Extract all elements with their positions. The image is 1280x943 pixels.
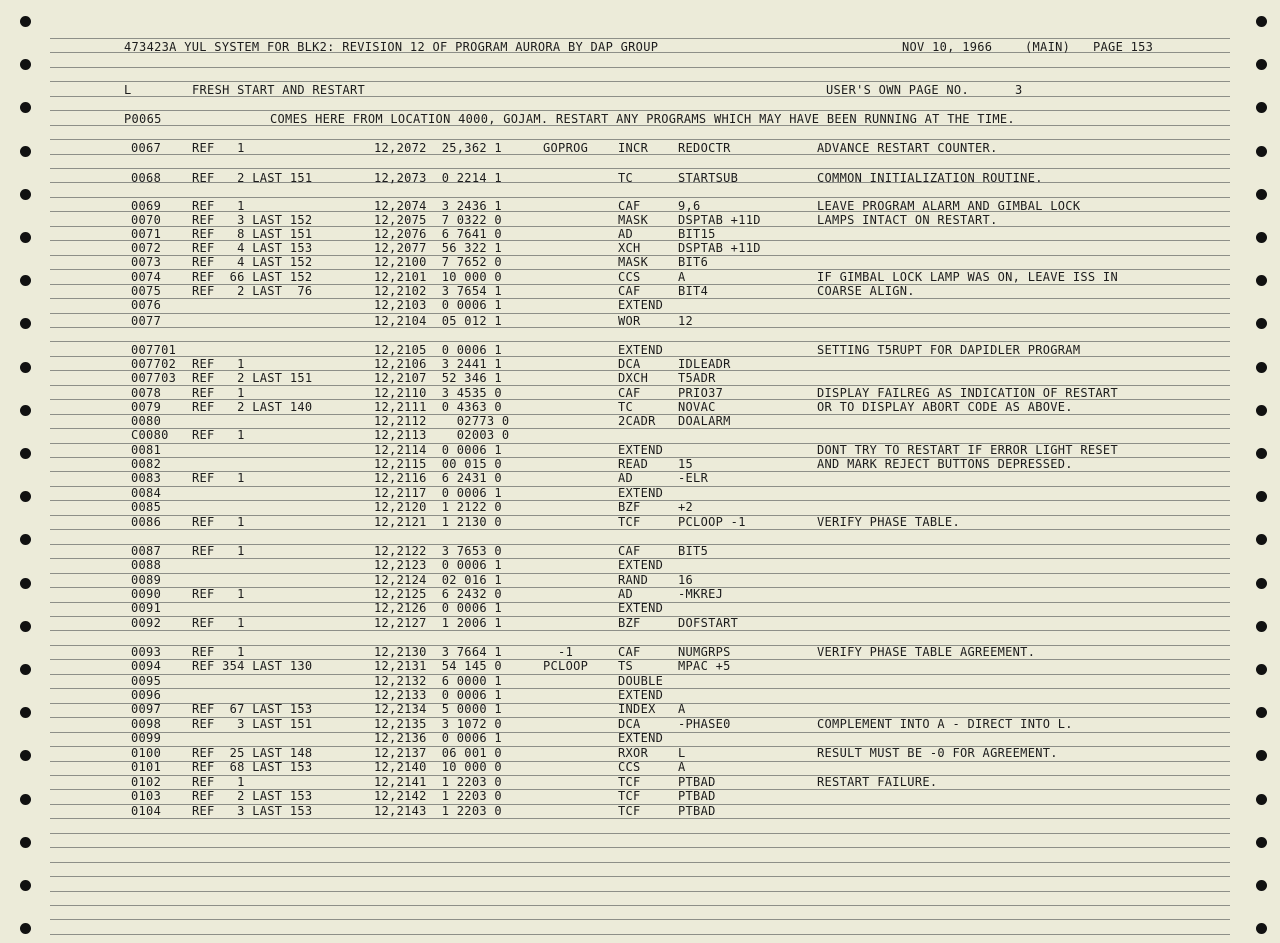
ruled-line	[50, 139, 1230, 140]
row-ref: REF 4 LAST 152	[192, 255, 313, 269]
row-address: 12,2132 6 0000 1	[374, 674, 502, 688]
row-opcode: CAF	[618, 645, 641, 659]
row-seq: 0091	[131, 601, 162, 615]
row-comment: DISPLAY FAILREG AS INDICATION OF RESTART	[817, 386, 1118, 400]
row-address: 12,2107 52 346 1	[374, 371, 502, 385]
feed-hole	[1256, 146, 1267, 157]
row-ref: REF 354 LAST 130	[192, 659, 313, 673]
row-operand: 16	[678, 573, 694, 587]
feed-hole	[1256, 794, 1267, 805]
row-address: 12,2102 3 7654 1	[374, 284, 502, 298]
header-page: PAGE 153	[1093, 40, 1154, 54]
row-operand: 15	[678, 457, 694, 471]
row-address: 12,2142 1 2203 0	[374, 789, 502, 803]
intro-comment: COMES HERE FROM LOCATION 4000, GOJAM. RESTART ANY PROGRAMS WHICH MAY HAVE BEEN RUNNING AT THE TIME.	[270, 112, 1015, 126]
row-seq: 0069	[131, 199, 162, 213]
row-opcode: AD	[618, 227, 634, 241]
feed-hole	[1256, 362, 1267, 373]
row-opcode: CAF	[618, 199, 641, 213]
row-operand: -ELR	[678, 471, 709, 485]
row-ref: REF 1	[192, 428, 245, 442]
row-seq: C0080	[131, 428, 169, 442]
row-address: 12,2113 02003 0	[374, 428, 510, 442]
row-comment: COMMON INITIALIZATION ROUTINE.	[817, 171, 1043, 185]
feed-hole	[1256, 232, 1267, 243]
feed-hole	[1256, 318, 1267, 329]
row-comment: SETTING T5RUPT FOR DAPIDLER PROGRAM	[817, 343, 1081, 357]
row-opcode: DCA	[618, 717, 641, 731]
row-address: 12,2122 3 7653 0	[374, 544, 502, 558]
row-opcode: TCF	[618, 515, 641, 529]
feed-hole	[20, 146, 31, 157]
row-comment: RESULT MUST BE -0 FOR AGREEMENT.	[817, 746, 1058, 760]
row-address: 12,2137 06 001 0	[374, 746, 502, 760]
row-ref: REF 1	[192, 357, 245, 371]
feed-hole	[20, 275, 31, 286]
ruled-line	[50, 891, 1230, 892]
row-seq: 0082	[131, 457, 162, 471]
row-seq: 0068	[131, 171, 162, 185]
row-opcode: READ	[618, 457, 649, 471]
row-operand: DSPTAB +11D	[678, 213, 761, 227]
feed-hole	[1256, 534, 1267, 545]
intro-seq: P0065	[124, 112, 162, 126]
feed-hole	[20, 664, 31, 675]
ruled-line	[50, 110, 1230, 111]
row-operand: 12	[678, 314, 694, 328]
row-ref: REF 25 LAST 148	[192, 746, 313, 760]
row-opcode: DCA	[618, 357, 641, 371]
row-ref: REF 8 LAST 151	[192, 227, 313, 241]
row-ref: REF 1	[192, 515, 245, 529]
row-comment: OR TO DISPLAY ABORT CODE AS ABOVE.	[817, 400, 1073, 414]
row-seq: 0104	[131, 804, 162, 818]
row-operand: DSPTAB +11D	[678, 241, 761, 255]
feed-hole	[20, 534, 31, 545]
ruled-line	[50, 197, 1230, 198]
row-opcode: TCF	[618, 804, 641, 818]
header-title: 473423A YUL SYSTEM FOR BLK2: REVISION 12 OF PROGRAM AURORA BY DAP GROUP	[124, 40, 659, 54]
row-seq: 0078	[131, 386, 162, 400]
row-address: 12,2110 3 4535 0	[374, 386, 502, 400]
ruled-line	[50, 876, 1230, 877]
ruled-line	[50, 168, 1230, 169]
row-opcode: RAND	[618, 573, 649, 587]
row-ref: REF 3 LAST 152	[192, 213, 313, 227]
row-seq: 0099	[131, 731, 162, 745]
row-seq: 0073	[131, 255, 162, 269]
feed-hole	[20, 59, 31, 70]
row-comment: VERIFY PHASE TABLE AGREEMENT.	[817, 645, 1036, 659]
ruled-line	[50, 919, 1230, 920]
feed-hole	[20, 750, 31, 761]
row-opcode: BZF	[618, 616, 641, 630]
row-ref: REF 1	[192, 775, 245, 789]
row-operand: BIT4	[678, 284, 709, 298]
row-opcode: EXTEND	[618, 731, 664, 745]
row-opcode: EXTEND	[618, 601, 664, 615]
row-address: 12,2104 05 012 1	[374, 314, 502, 328]
row-ref: REF 1	[192, 587, 245, 601]
feed-hole	[1256, 923, 1267, 934]
row-ref: REF 2 LAST 140	[192, 400, 313, 414]
feed-hole	[1256, 707, 1267, 718]
ruled-line	[50, 862, 1230, 863]
row-address: 12,2140 10 000 0	[374, 760, 502, 774]
row-seq: 0076	[131, 298, 162, 312]
row-address: 12,2117 0 0006 1	[374, 486, 502, 500]
row-address: 12,2115 00 015 0	[374, 457, 502, 471]
ruled-line	[50, 341, 1230, 342]
ruled-line	[50, 67, 1230, 68]
row-opcode: TC	[618, 400, 634, 414]
feed-hole	[1256, 59, 1267, 70]
row-opcode: EXTEND	[618, 443, 664, 457]
row-opcode: 2CADR	[618, 414, 656, 428]
row-label: PCLOOP	[543, 659, 589, 673]
row-operand: REDOCTR	[678, 141, 731, 155]
row-opcode: TC	[618, 171, 634, 185]
row-seq: 0094	[131, 659, 162, 673]
row-operand: A	[678, 760, 686, 774]
row-operand: A	[678, 270, 686, 284]
row-seq: 007701	[131, 343, 177, 357]
row-comment: VERIFY PHASE TABLE.	[817, 515, 960, 529]
row-address: 12,2105 0 0006 1	[374, 343, 502, 357]
row-seq: 0075	[131, 284, 162, 298]
row-address: 12,2073 0 2214 1	[374, 171, 502, 185]
row-comment: LEAVE PROGRAM ALARM AND GIMBAL LOCK	[817, 199, 1081, 213]
feed-hole	[20, 621, 31, 632]
row-ref: REF 1	[192, 616, 245, 630]
row-opcode: XCH	[618, 241, 641, 255]
row-opcode: MASK	[618, 213, 649, 227]
feed-hole	[1256, 102, 1267, 113]
ruled-line	[50, 934, 1230, 935]
row-opcode: DXCH	[618, 371, 649, 385]
row-seq: 0096	[131, 688, 162, 702]
row-seq: 0067	[131, 141, 162, 155]
feed-hole	[1256, 189, 1267, 200]
row-comment: RESTART FAILURE.	[817, 775, 938, 789]
row-comment: AND MARK REJECT BUTTONS DEPRESSED.	[817, 457, 1073, 471]
row-seq: 0072	[131, 241, 162, 255]
row-opcode: TS	[618, 659, 634, 673]
row-address: 12,2133 0 0006 1	[374, 688, 502, 702]
row-operand: -PHASE0	[678, 717, 731, 731]
row-opcode: EXTEND	[618, 688, 664, 702]
row-opcode: EXTEND	[618, 486, 664, 500]
row-seq: 0088	[131, 558, 162, 572]
row-ref: REF 68 LAST 153	[192, 760, 313, 774]
feed-hole	[20, 880, 31, 891]
row-seq: 007703	[131, 371, 177, 385]
row-address: 12,2135 3 1072 0	[374, 717, 502, 731]
feed-hole	[1256, 16, 1267, 27]
ruled-line	[50, 847, 1230, 848]
row-opcode: CAF	[618, 386, 641, 400]
row-operand: BIT15	[678, 227, 716, 241]
feed-hole	[20, 318, 31, 329]
row-seq: 0085	[131, 500, 162, 514]
row-comment: COARSE ALIGN.	[817, 284, 915, 298]
row-address: 12,2134 5 0000 1	[374, 702, 502, 716]
row-opcode: INDEX	[618, 702, 656, 716]
ruled-line	[50, 818, 1230, 819]
row-address: 12,2127 1 2006 1	[374, 616, 502, 630]
row-address: 12,2076 6 7641 0	[374, 227, 502, 241]
row-ref: REF 66 LAST 152	[192, 270, 313, 284]
row-operand: -MKREJ	[678, 587, 724, 601]
row-address: 12,2126 0 0006 1	[374, 601, 502, 615]
row-opcode: TCF	[618, 789, 641, 803]
row-seq: 0077	[131, 314, 162, 328]
row-ref: REF 2 LAST 153	[192, 789, 313, 803]
row-seq: 0079	[131, 400, 162, 414]
row-opcode: RXOR	[618, 746, 649, 760]
row-seq: 007702	[131, 357, 177, 371]
row-ref: REF 2 LAST 151	[192, 371, 313, 385]
row-operand: IDLEADR	[678, 357, 731, 371]
row-seq: 0103	[131, 789, 162, 803]
row-operand: STARTSUB	[678, 171, 739, 185]
feed-hole	[1256, 664, 1267, 675]
row-operand: T5ADR	[678, 371, 716, 385]
row-address: 12,2121 1 2130 0	[374, 515, 502, 529]
feed-hole	[20, 923, 31, 934]
row-operand: PRIO37	[678, 386, 724, 400]
row-opcode: EXTEND	[618, 558, 664, 572]
feed-hole	[20, 707, 31, 718]
row-address: 12,2075 7 0322 0	[374, 213, 502, 227]
ruled-line	[50, 905, 1230, 906]
row-opcode: TCF	[618, 775, 641, 789]
row-address: 12,2136 0 0006 1	[374, 731, 502, 745]
row-operand: NOVAC	[678, 400, 716, 414]
row-ref: REF 1	[192, 471, 245, 485]
row-ref: REF 4 LAST 153	[192, 241, 313, 255]
row-operand: BIT6	[678, 255, 709, 269]
row-address: 12,2103 0 0006 1	[374, 298, 502, 312]
row-operand: NUMGRPS	[678, 645, 731, 659]
row-ref: REF 67 LAST 153	[192, 702, 313, 716]
row-opcode: CCS	[618, 760, 641, 774]
feed-hole	[20, 837, 31, 848]
feed-hole	[20, 491, 31, 502]
row-seq: 0071	[131, 227, 162, 241]
ruled-line	[50, 529, 1230, 530]
row-address: 12,2106 3 2441 1	[374, 357, 502, 371]
row-seq: 0074	[131, 270, 162, 284]
row-comment: COMPLEMENT INTO A - DIRECT INTO L.	[817, 717, 1073, 731]
row-opcode: WOR	[618, 314, 641, 328]
row-ref: REF 2 LAST 151	[192, 171, 313, 185]
row-seq: 0098	[131, 717, 162, 731]
row-address: 12,2100 7 7652 0	[374, 255, 502, 269]
row-address: 12,2101 10 000 0	[374, 270, 502, 284]
row-opcode: AD	[618, 471, 634, 485]
row-operand: PTBAD	[678, 804, 716, 818]
row-opcode: BZF	[618, 500, 641, 514]
row-address: 12,2143 1 2203 0	[374, 804, 502, 818]
feed-hole	[1256, 621, 1267, 632]
feed-hole	[1256, 750, 1267, 761]
row-opcode: MASK	[618, 255, 649, 269]
row-ref: REF 1	[192, 386, 245, 400]
row-opcode: DOUBLE	[618, 674, 664, 688]
feed-hole	[1256, 880, 1267, 891]
row-ref: REF 1	[192, 141, 245, 155]
ruled-line	[50, 630, 1230, 631]
row-address: 12,2111 0 4363 0	[374, 400, 502, 414]
row-seq: 0093	[131, 645, 162, 659]
feed-hole	[20, 102, 31, 113]
row-operand: L	[678, 746, 686, 760]
row-opcode: EXTEND	[618, 298, 664, 312]
row-operand: DOALARM	[678, 414, 731, 428]
row-address: 12,2112 02773 0	[374, 414, 510, 428]
row-operand: +2	[678, 500, 694, 514]
row-seq: 0092	[131, 616, 162, 630]
row-ref: REF 3 LAST 151	[192, 717, 313, 731]
row-address: 12,2114 0 0006 1	[374, 443, 502, 457]
row-address: 12,2072 25,362 1	[374, 141, 502, 155]
feed-hole	[20, 232, 31, 243]
row-address: 12,2131 54 145 0	[374, 659, 502, 673]
feed-hole	[20, 405, 31, 416]
row-seq: 0090	[131, 587, 162, 601]
feed-hole	[1256, 491, 1267, 502]
row-opcode: CAF	[618, 284, 641, 298]
row-comment: DONT TRY TO RESTART IF ERROR LIGHT RESET	[817, 443, 1118, 457]
row-ref: REF 2 LAST 76	[192, 284, 313, 298]
row-seq: 0080	[131, 414, 162, 428]
row-ref: REF 1	[192, 199, 245, 213]
feed-hole	[1256, 578, 1267, 589]
row-label: GOPROG	[543, 141, 589, 155]
row-operand: 9,6	[678, 199, 701, 213]
row-operand: PTBAD	[678, 775, 716, 789]
row-operand: A	[678, 702, 686, 716]
users-page-label: USER'S OWN PAGE NO.	[826, 83, 969, 97]
row-opcode: CAF	[618, 544, 641, 558]
feed-hole	[1256, 405, 1267, 416]
row-address: 12,2116 6 2431 0	[374, 471, 502, 485]
row-operand: DOFSTART	[678, 616, 739, 630]
users-page-number: 3	[1015, 83, 1023, 97]
feed-hole	[1256, 448, 1267, 459]
row-label: -1	[543, 645, 574, 659]
header-date: NOV 10, 1966	[902, 40, 993, 54]
feed-hole	[20, 448, 31, 459]
row-address: 12,2120 1 2122 0	[374, 500, 502, 514]
row-comment: IF GIMBAL LOCK LAMP WAS ON, LEAVE ISS IN	[817, 270, 1118, 284]
row-seq: 0086	[131, 515, 162, 529]
row-address: 12,2123 0 0006 1	[374, 558, 502, 572]
row-seq: 0097	[131, 702, 162, 716]
row-address: 12,2125 6 2432 0	[374, 587, 502, 601]
feed-hole	[20, 794, 31, 805]
feed-hole	[20, 362, 31, 373]
row-address: 12,2074 3 2436 1	[374, 199, 502, 213]
row-seq: 0087	[131, 544, 162, 558]
row-seq: 0095	[131, 674, 162, 688]
row-operand: MPAC +5	[678, 659, 731, 673]
row-ref: REF 1	[192, 544, 245, 558]
section-letter: L	[124, 83, 132, 97]
row-seq: 0102	[131, 775, 162, 789]
row-address: 12,2141 1 2203 0	[374, 775, 502, 789]
feed-hole	[20, 189, 31, 200]
row-seq: 0070	[131, 213, 162, 227]
row-opcode: AD	[618, 587, 634, 601]
row-seq: 0084	[131, 486, 162, 500]
row-seq: 0081	[131, 443, 162, 457]
row-seq: 0101	[131, 760, 162, 774]
header-section: (MAIN)	[1025, 40, 1071, 54]
row-opcode: CCS	[618, 270, 641, 284]
row-operand: BIT5	[678, 544, 709, 558]
feed-hole	[20, 16, 31, 27]
row-seq: 0083	[131, 471, 162, 485]
section-title: FRESH START AND RESTART	[192, 83, 366, 97]
ruled-line	[50, 833, 1230, 834]
row-comment: ADVANCE RESTART COUNTER.	[817, 141, 998, 155]
ruled-line	[50, 38, 1230, 39]
row-ref: REF 3 LAST 153	[192, 804, 313, 818]
row-address: 12,2077 56 322 1	[374, 241, 502, 255]
row-opcode: EXTEND	[618, 343, 664, 357]
row-address: 12,2124 02 016 1	[374, 573, 502, 587]
row-opcode: INCR	[618, 141, 649, 155]
row-operand: PTBAD	[678, 789, 716, 803]
row-comment: LAMPS INTACT ON RESTART.	[817, 213, 998, 227]
row-operand: PCLOOP -1	[678, 515, 746, 529]
row-seq: 0100	[131, 746, 162, 760]
feed-hole	[1256, 275, 1267, 286]
row-address: 12,2130 3 7664 1	[374, 645, 502, 659]
row-ref: REF 1	[192, 645, 245, 659]
feed-hole	[20, 578, 31, 589]
row-seq: 0089	[131, 573, 162, 587]
feed-hole	[1256, 837, 1267, 848]
ruled-line	[50, 81, 1230, 82]
